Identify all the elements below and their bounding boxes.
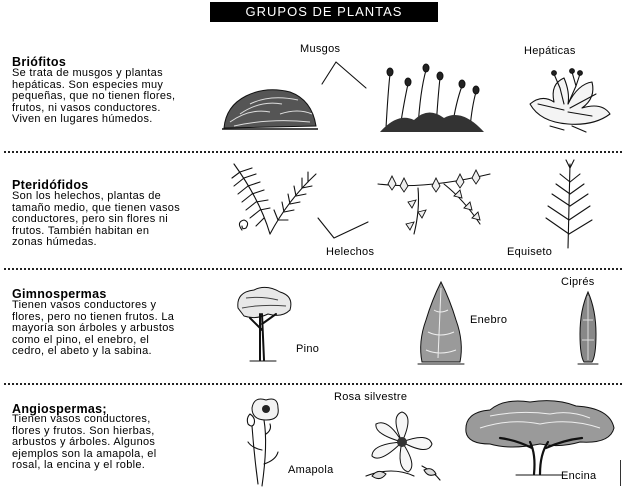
edge-marker [620,460,621,486]
desc-line: arbustos y árboles. Algunos [12,436,156,449]
enebro-illustration [416,280,466,368]
helecho-fronda-illustration [230,160,320,240]
desc-angiospermas [12,414,222,472]
label-musgos: Musgos [300,43,341,55]
section-divider [4,268,622,270]
musgo-cojin-illustration [220,78,320,133]
label-equiseto: Equiseto [507,246,553,258]
equiseto-illustration [540,160,600,250]
desc-gimnospermas [12,300,222,358]
section-divider [4,151,622,153]
desc-line: flores y frutos. Son hierbas, [12,424,155,437]
label-cipres: Ciprés [561,276,595,288]
desc-line: conductores, pero sin flores ni [12,213,169,226]
hepatica-illustration [520,64,616,134]
label-helechos: Helechos [326,246,375,258]
desc-line: zonas húmedas. [12,236,97,249]
heading-briofitos: Briófitos [12,55,67,69]
desc-line: tamaño medio, que tienen vasos [12,201,180,214]
desc-line: Son los helechos, plantas de [12,190,162,202]
desc-line: Tienen vasos conductores y [12,299,157,311]
desc-line: como el pino, el enebro, el [12,333,150,346]
cipres-illustration [576,290,600,366]
desc-line: Tienen vasos conductores, [12,413,151,425]
desc-line: flores, pero no tienen frutos. La [12,310,175,323]
section-divider [4,383,622,385]
helecho-ramificado-illustration [374,160,494,240]
heading-angiospermas: Angiospermas; [12,402,107,416]
desc-line: cedro, el abeto y la sabina. [12,345,152,358]
page-title: GRUPOS DE PLANTAS [210,2,438,22]
desc-line: hepáticas. Son especies muy [12,78,164,91]
pino-illustration [232,284,296,364]
amapola-illustration [238,394,286,490]
musgo-sporophyte-illustration [378,62,488,134]
label-amapola: Amapola [288,464,334,476]
encina-illustration [460,398,618,476]
label-encina: Encina [561,470,597,482]
label-pino: Pino [296,343,320,355]
desc-line: Se trata de musgos y plantas [12,67,163,79]
desc-line: frutos. También habitan en [12,224,150,237]
desc-line: rosal, la encina y el roble. [12,459,146,472]
heading-pteridofitos: Pteridófidos [12,178,89,192]
heading-gimnospermas: Gimnospermas [12,287,107,301]
desc-line: pequeñas, que no tienen flores, [12,90,176,103]
desc-pteridofitos [12,191,222,249]
label-rosa-silvestre: Rosa silvestre [334,391,408,403]
desc-line: ejemplos son la amapola, el [12,447,157,460]
label-hepaticas: Hepáticas [524,45,576,57]
rosa-silvestre-illustration [362,406,442,482]
label-enebro: Enebro [470,314,508,326]
desc-line: mayoría son árboles y arbustos [12,322,175,335]
desc-line: Viven en lugares húmedos. [12,113,153,126]
desc-line: frutos, ni vasos conductores. [12,101,161,114]
